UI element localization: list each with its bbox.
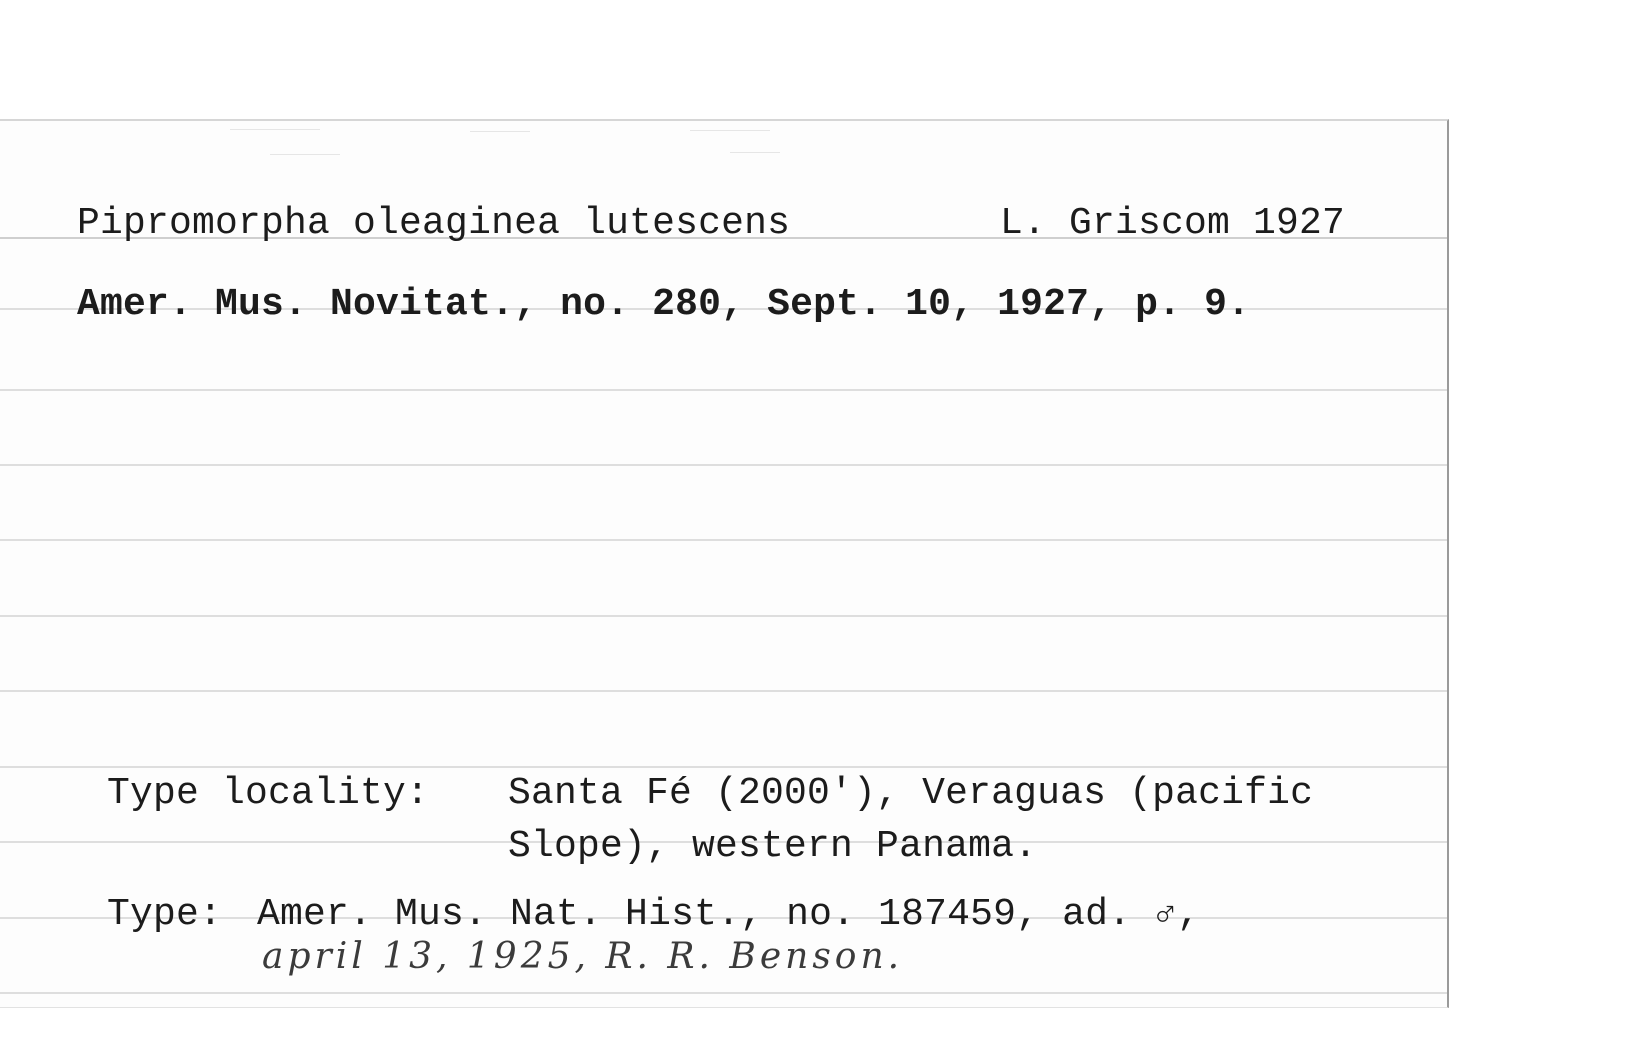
author-year: L. Griscom 1927 — [1000, 202, 1346, 245]
citation: Amer. Mus. Novitat., no. 280, Sept. 10, 1927, p. 9. — [77, 283, 1251, 326]
card-rule-line — [0, 464, 1447, 466]
scan-speck — [730, 152, 780, 153]
scan-speck — [470, 131, 530, 132]
type-specimen: Amer. Mus. Nat. Hist., no. 187459, ad. ♂, — [257, 893, 1201, 936]
type-locality-line-2: Slope), western Panama. — [508, 825, 1038, 868]
scan-speck — [230, 129, 320, 130]
type-locality-label: Type locality: — [107, 772, 430, 815]
type-label: Type: — [107, 893, 223, 936]
scan-speck — [270, 154, 340, 155]
card-rule-line — [0, 690, 1447, 692]
scan-speck — [690, 130, 770, 131]
card-rule-line — [0, 539, 1447, 541]
index-card — [0, 119, 1449, 1008]
card-rule-line — [0, 389, 1447, 391]
taxon-name: Pipromorpha oleaginea lutescens — [77, 202, 791, 245]
card-rule-line — [0, 766, 1447, 768]
card-rule-line — [0, 992, 1447, 994]
card-rule-line — [0, 615, 1447, 617]
handwritten-note: april 13, 1925, R. R. Benson. — [262, 936, 904, 977]
type-locality-line-1: Santa Fé (2000'), Veraguas (pacific — [508, 772, 1314, 815]
